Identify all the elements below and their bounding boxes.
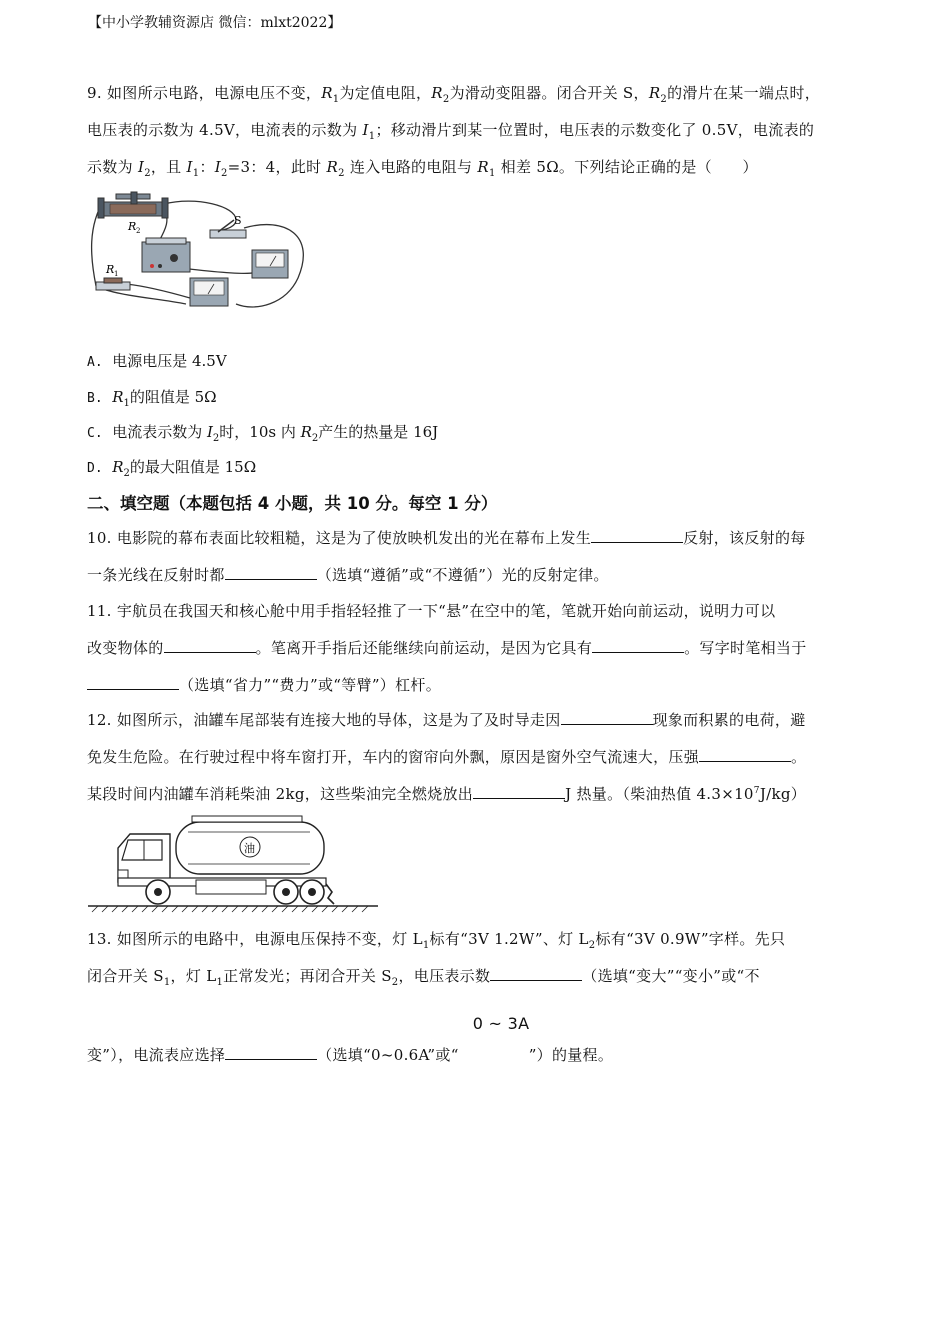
label-s: S — [234, 214, 242, 227]
q9-option-c: C. 电流表示数为 $I_2$时，10s 内 $R_2$产生的热量是 16J — [87, 423, 439, 444]
label-r1: R — [106, 263, 115, 276]
section-heading: 二、填空题（本题包括 4 小题，共 10 分。每空 1 分） — [87, 494, 498, 513]
q9-option-a: A. 电源电压是 4.5V — [87, 352, 227, 370]
range-formula: 0 ~ 3A — [472, 1014, 530, 1033]
tank-label: 油 — [244, 842, 255, 855]
answer-blank[interactable] — [87, 675, 179, 690]
answer-blank[interactable] — [164, 638, 256, 653]
tanker-truck-figure — [88, 812, 378, 914]
q9-line-2: 电压表的示数为 4.5V，电流表的示数为 $I_1$；移动滑片到某一位置时，电压表的示数变化了 0.5V，电流表的 — [87, 121, 815, 142]
ground-chain — [326, 884, 334, 904]
q13-line-1: 13. 如图所示的电路中，电源电压保持不变，灯 $L_1$标有“3V 1.2W”、灯 $L_2$标有“3V 0.9W”字样。先只 — [87, 930, 786, 951]
answer-blank[interactable] — [225, 565, 317, 580]
q9-option-d: D. $R_2$的最大阻值是 15Ω — [87, 458, 257, 479]
resistor-r1 — [96, 278, 130, 290]
answer-blank[interactable] — [591, 528, 683, 543]
q11-line-1: 11. 宇航员在我国天和核心舱中用手指轻轻推了一下“悬”在空中的笔，笔就开始向前运动，说明力可以 — [87, 602, 776, 620]
answer-blank[interactable] — [699, 747, 791, 762]
answer-blank[interactable] — [490, 966, 582, 981]
voltmeter — [252, 250, 288, 278]
answer-blank[interactable] — [561, 710, 653, 725]
q12-line-2: 免发生危险。在行驶过程中将车窗打开，车内的窗帘向外飘，原因是窗外空气流速大，压强 。 — [87, 748, 807, 766]
ammeter — [190, 278, 228, 306]
circuit-diagram — [86, 186, 312, 316]
answer-blank[interactable] — [225, 1045, 317, 1060]
q9-option-b: B. $R_1$的阻值是 5Ω — [87, 388, 217, 409]
q12-line-1: 12. 如图所示，油罐车尾部装有连接大地的导体，这是为了及时导走因 现象而积累的电荷，避 — [87, 711, 806, 729]
label-r2: R — [128, 220, 137, 233]
q10-line-2: 一条光线在反射时都 （选填“遵循”或“不遵循”）光的反射定律。 — [87, 566, 609, 584]
q9-line-3: 示数为 $I_2$，且 $I_1$：$I_2=3$：4，此时 $R_2$ 连入电路的电阻与 $R_1$ 相差 5Ω。下列结论正确的是（ ） — [87, 158, 758, 179]
q11-line-3: （选填“省力”“费力”或“等臂”）杠杆。 — [87, 674, 441, 695]
answer-blank[interactable] — [592, 638, 684, 653]
rheostat-r2 — [98, 192, 168, 218]
answer-blank[interactable] — [473, 784, 565, 799]
q13-line-2: 闭合开关 $S_1$，灯 $L_1$正常发光；再闭合开关 $S_2$，电压表示数 （选填“变大”“变小”或“不 — [87, 967, 760, 988]
power-supply — [142, 238, 190, 272]
page-header: 【中小学教辅资源店 微信：mlxt2022】 — [88, 15, 342, 31]
q9-line-1: 9. 如图所示电路，电源电压不变，$R_1$为定值电阻，$R_2$为滑动变阻器。闭合开关 S，$R_2$的滑片在某一端点时， — [87, 84, 821, 105]
q10-line-1: 10. 电影院的幕布表面比较粗糙，这是为了使放映机发出的光在幕布上发生 反射，该反射的每 — [87, 529, 806, 547]
q12-line-3: 某段时间内油罐车消耗柴油 2kg，这些柴油完全燃烧放出 J 热量。（柴油热值 $4.3\times 10^7J/kg$） — [87, 785, 807, 803]
q13-line-3: 变”），电流表应选择 （选填“0~0.6A”或“ 0 ~ 3A ”）的量程。 — [87, 1014, 614, 1064]
svg-text:2: 2 — [136, 227, 141, 235]
q11-line-2: 改变物体的 。笔离开手指后还能继续向前运动，是因为它具有 。写字时笔相当于 — [87, 639, 807, 657]
svg-text:1: 1 — [114, 270, 119, 278]
